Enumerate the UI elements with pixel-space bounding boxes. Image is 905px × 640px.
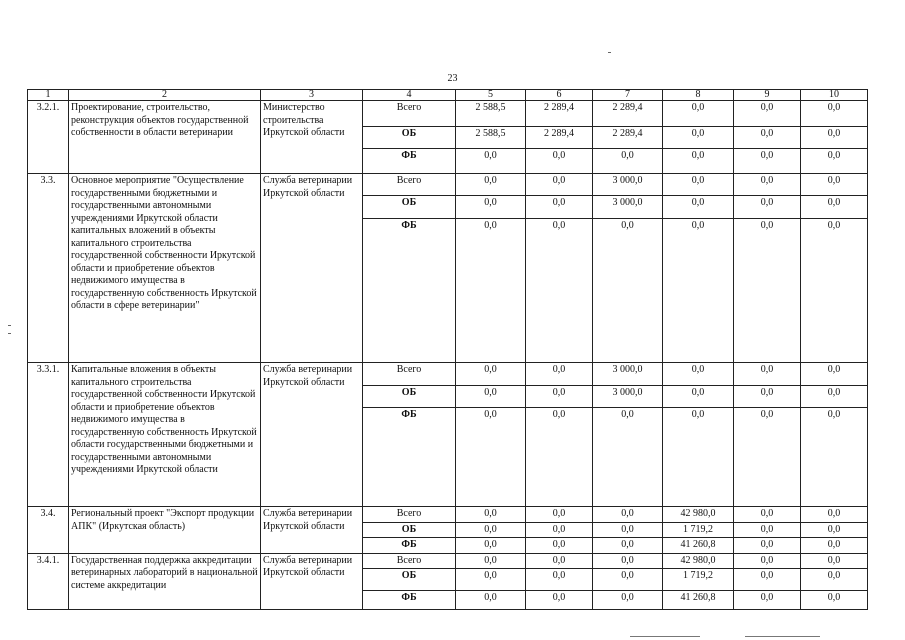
header-cell: 4 (363, 90, 456, 101)
value-cell: 0,0 (593, 522, 663, 538)
value-cell: 0,0 (593, 408, 663, 507)
scan-speck (8, 325, 11, 326)
funding-source: Всего (363, 553, 456, 569)
value-cell: 0,0 (456, 386, 526, 408)
funding-source: ОБ (363, 522, 456, 538)
table-row (28, 149, 868, 174)
scan-speck (608, 52, 611, 53)
value-cell: 0,0 (526, 149, 593, 174)
value-cell: 42 980,0 (663, 553, 734, 569)
value-cell: 0,0 (801, 363, 868, 386)
value-cell: 0,0 (801, 507, 868, 523)
value-cell: 2 588,5 (456, 127, 526, 149)
value-cell: 0,0 (734, 149, 801, 174)
value-cell: 0,0 (734, 363, 801, 386)
funding-source: ФБ (363, 408, 456, 507)
value-cell: 0,0 (734, 569, 801, 591)
header-cell: 9 (734, 90, 801, 101)
value-cell: 0,0 (456, 149, 526, 174)
value-cell: 0,0 (526, 553, 593, 569)
table-row (28, 101, 868, 127)
event-name: Государственная поддержка аккредитации ветеринарных лабораторий в национальной системе аккредитации (69, 553, 261, 610)
executor: Служба ветеринарии Иркутской области (261, 507, 363, 554)
executor: Министерство строительства Иркутской области (261, 101, 363, 149)
value-cell: 2 289,4 (526, 101, 593, 127)
value-cell: 3 000,0 (593, 386, 663, 408)
value-cell: 0,0 (593, 149, 663, 174)
value-cell: 0,0 (801, 522, 868, 538)
value-cell: 0,0 (734, 196, 801, 219)
header-cell: 1 (28, 90, 69, 101)
value-cell: 0,0 (734, 553, 801, 569)
event-name: Проектирование, строительство, реконструкция объектов государственной собственности в области ветеринарии (69, 101, 261, 149)
value-cell: 0,0 (734, 591, 801, 610)
value-cell: 0,0 (456, 507, 526, 523)
value-cell: 0,0 (734, 219, 801, 363)
header-cell: 7 (593, 90, 663, 101)
value-cell: 42 980,0 (663, 507, 734, 523)
value-cell: 0,0 (801, 101, 868, 127)
row-number: 3.4.1. (28, 553, 69, 610)
value-cell: 0,0 (456, 363, 526, 386)
value-cell: 0,0 (593, 507, 663, 523)
value-cell: 0,0 (593, 219, 663, 363)
value-cell: 0,0 (663, 101, 734, 127)
value-cell: 2 289,4 (526, 127, 593, 149)
value-cell: 0,0 (663, 127, 734, 149)
header-cell: 6 (526, 90, 593, 101)
funding-source: ОБ (363, 127, 456, 149)
value-cell: 0,0 (663, 174, 734, 196)
value-cell: 0,0 (801, 174, 868, 196)
row-number: 3.4. (28, 507, 69, 554)
funding-source: ФБ (363, 219, 456, 363)
header-cell: 3 (261, 90, 363, 101)
executor: Служба ветеринарии Иркутской области (261, 363, 363, 507)
scan-speck (8, 333, 11, 334)
value-cell: 0,0 (663, 196, 734, 219)
value-cell: 0,0 (663, 386, 734, 408)
value-cell: 0,0 (801, 569, 868, 591)
table-row (28, 507, 868, 523)
funding-source: ОБ (363, 569, 456, 591)
value-cell: 41 260,8 (663, 591, 734, 610)
funding-source: ОБ (363, 386, 456, 408)
page-number: 23 (447, 73, 458, 84)
value-cell: 0,0 (526, 196, 593, 219)
value-cell: 0,0 (801, 386, 868, 408)
value-cell: 0,0 (526, 522, 593, 538)
value-cell: 0,0 (593, 553, 663, 569)
header-cell: 10 (801, 90, 868, 101)
value-cell: 0,0 (593, 569, 663, 591)
value-cell: 0,0 (526, 363, 593, 386)
value-cell: 0,0 (526, 507, 593, 523)
executor: Служба ветеринарии Иркутской области (261, 553, 363, 610)
value-cell: 0,0 (734, 538, 801, 554)
value-cell: 0,0 (526, 386, 593, 408)
value-cell: 3 000,0 (593, 174, 663, 196)
event-name: Региональный проект "Экспорт продукции АПК" (Иркутская область) (69, 507, 261, 554)
value-cell: 0,0 (663, 149, 734, 174)
funding-source: ФБ (363, 149, 456, 174)
row-number: 3.3.1. (28, 363, 69, 507)
table-row (28, 174, 868, 196)
value-cell: 0,0 (526, 569, 593, 591)
value-cell: 0,0 (801, 408, 868, 507)
value-cell: 0,0 (456, 538, 526, 554)
value-cell: 2 588,5 (456, 101, 526, 127)
value-cell: 0,0 (734, 408, 801, 507)
value-cell: 0,0 (456, 522, 526, 538)
value-cell: 0,0 (734, 507, 801, 523)
event-name: Капитальные вложения в объекты капитального строительства государственной собственности Иркутской области и приобретение объектов недвижимого имущества в государственную собственность Иркутской области государственными бюджетными и государственными автономными учреждениями Иркутской области (69, 363, 261, 507)
event-name: Основное мероприятие "Осуществление государственными бюджетными и государственными автономными учреждениями Иркутской области капитальных вложений в объекты капитального строительства государственной собственности Иркутской области и приобретение объектов недвижимого имущества в государственную собственность Иркутской области в сфере ветеринарии" (69, 174, 261, 363)
value-cell: 41 260,8 (663, 538, 734, 554)
header-cell: 2 (69, 90, 261, 101)
table-header-row (28, 90, 868, 101)
value-cell: 0,0 (663, 363, 734, 386)
funding-source: ОБ (363, 196, 456, 219)
value-cell: 0,0 (734, 522, 801, 538)
value-cell: 0,0 (456, 196, 526, 219)
funding-source: Всего (363, 363, 456, 386)
value-cell: 0,0 (801, 553, 868, 569)
value-cell: 0,0 (801, 149, 868, 174)
value-cell: 0,0 (734, 174, 801, 196)
value-cell: 0,0 (526, 408, 593, 507)
value-cell: 0,0 (456, 553, 526, 569)
table-row (28, 553, 868, 569)
header-cell: 5 (456, 90, 526, 101)
value-cell: 1 719,2 (663, 569, 734, 591)
row-number: 3.3. (28, 174, 69, 363)
value-cell: 0,0 (526, 219, 593, 363)
funding-source: ФБ (363, 591, 456, 610)
value-cell: 0,0 (801, 219, 868, 363)
empty-cell (261, 149, 363, 174)
value-cell: 0,0 (526, 538, 593, 554)
value-cell: 0,0 (801, 591, 868, 610)
scan-line (745, 636, 820, 637)
table-row (28, 363, 868, 386)
value-cell: 0,0 (593, 538, 663, 554)
value-cell: 3 000,0 (593, 363, 663, 386)
value-cell: 0,0 (663, 408, 734, 507)
value-cell: 1 719,2 (663, 522, 734, 538)
value-cell: 0,0 (801, 196, 868, 219)
value-cell: 0,0 (734, 386, 801, 408)
value-cell: 0,0 (801, 127, 868, 149)
funding-source: Всего (363, 101, 456, 127)
budget-table (27, 89, 868, 610)
value-cell: 2 289,4 (593, 127, 663, 149)
value-cell: 3 000,0 (593, 196, 663, 219)
value-cell: 0,0 (734, 127, 801, 149)
funding-source: Всего (363, 507, 456, 523)
value-cell: 0,0 (456, 591, 526, 610)
value-cell: 0,0 (456, 569, 526, 591)
value-cell: 0,0 (734, 101, 801, 127)
value-cell: 0,0 (456, 219, 526, 363)
scan-line (630, 636, 700, 637)
value-cell: 0,0 (456, 408, 526, 507)
empty-cell (69, 149, 261, 174)
value-cell: 0,0 (456, 174, 526, 196)
value-cell: 0,0 (663, 219, 734, 363)
row-number: 3.2.1. (28, 101, 69, 174)
value-cell: 0,0 (526, 174, 593, 196)
value-cell: 0,0 (593, 591, 663, 610)
value-cell: 2 289,4 (593, 101, 663, 127)
funding-source: Всего (363, 174, 456, 196)
value-cell: 0,0 (526, 591, 593, 610)
executor: Служба ветеринарии Иркутской области (261, 174, 363, 363)
header-cell: 8 (663, 90, 734, 101)
funding-source: ФБ (363, 538, 456, 554)
value-cell: 0,0 (801, 538, 868, 554)
